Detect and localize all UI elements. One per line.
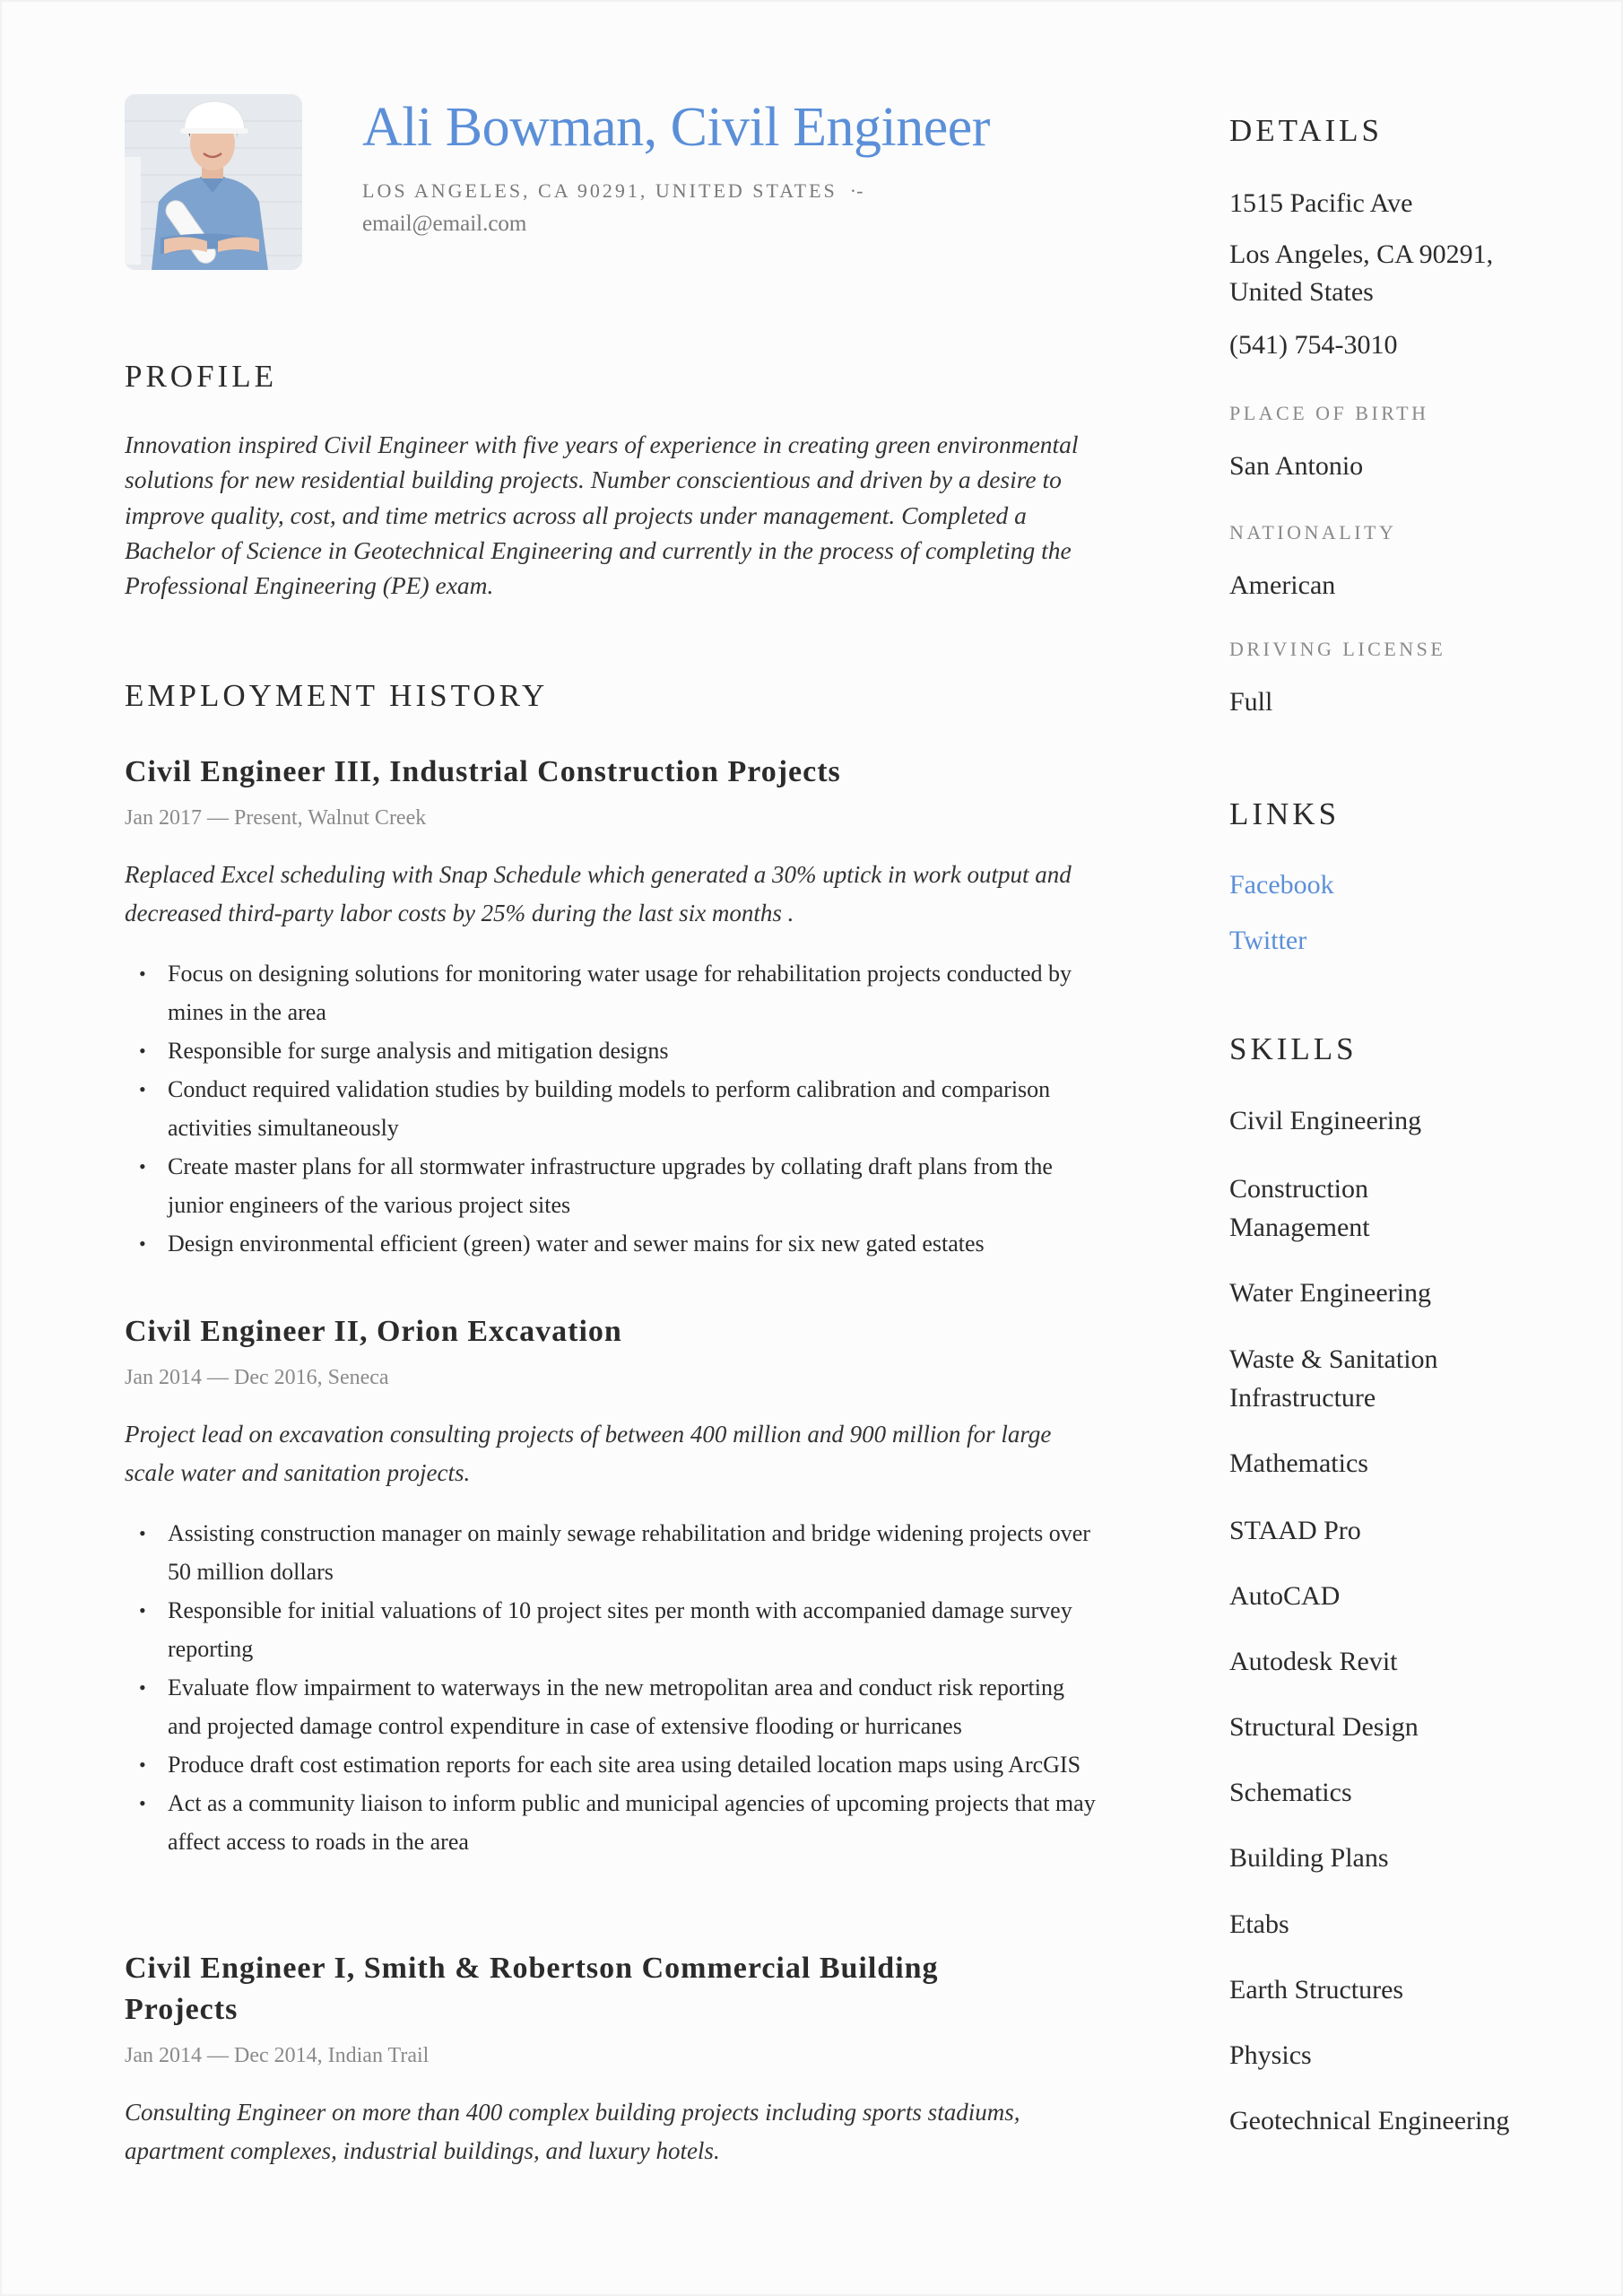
skills-heading: SKILLS	[1229, 1031, 1358, 1066]
employment-history-heading: EMPLOYMENT HISTORY	[125, 678, 549, 713]
skill-item: Structural Design	[1229, 1712, 1419, 1742]
links-heading: LINKS	[1229, 796, 1341, 831]
skill-item: Construction Management	[1229, 1174, 1370, 1242]
skill-item: Civil Engineering	[1229, 1106, 1422, 1135]
job-date-location: Jan 2014 — Dec 2014, Indian Trail	[125, 2044, 430, 2067]
details-heading: DETAILS	[1229, 113, 1384, 148]
bullet-icon: •	[139, 1078, 146, 1100]
bullet-icon: •	[139, 1155, 146, 1178]
bullet-icon: •	[139, 962, 146, 985]
job-responsibilities-list	[125, 1514, 1102, 1861]
contact-separator: ·-	[849, 179, 864, 202]
bullet-text: Responsible for surge analysis and mitigation designs	[168, 1038, 669, 1064]
job-entry	[125, 1948, 1021, 2170]
skill-item: Waste & Sanitation Infrastructure	[1229, 1344, 1438, 1413]
skill-item: Schematics	[1229, 1778, 1352, 1807]
skill-item: Earth Structures	[1229, 1975, 1404, 2005]
list-item	[125, 1031, 1102, 1070]
list-item	[125, 1514, 1102, 1591]
job-date-location: Jan 2017 — Present, Walnut Creek	[125, 806, 427, 830]
email-link[interactable]: email@email.com	[362, 212, 527, 236]
profile-photo	[125, 94, 302, 270]
profile-summary: Innovation inspired Civil Engineer with five years of experience in creating green environmental solutions for new residential building projects. Number conscientious and driven by a desire to improve quality, cost, and time metrics across all projects under management. Completed a Bachelor of Science in Geotechnical Engineering and currently in the process of completing the Professional Engineering (PE) exam.	[125, 430, 1079, 600]
bullet-text: Produce draft cost estimation reports for each site area using detailed location maps using ArcGIS	[168, 1752, 1081, 1778]
address-line-1: 1515 Pacific Ave	[1229, 188, 1413, 218]
nationality-value: American	[1229, 570, 1336, 600]
candidate-name-title: Ali Bowman, Civil Engineer	[362, 97, 990, 158]
bullet-text: Conduct required validation studies by building models to perform calibration and comparison activities simultaneously	[168, 1076, 1051, 1141]
list-item	[125, 1591, 1102, 1668]
job-date-location: Jan 2014 — Dec 2016, Seneca	[125, 1366, 389, 1389]
phone-number: (541) 754-3010	[1229, 330, 1398, 360]
bullet-icon: •	[139, 1522, 146, 1544]
skill-item: Physics	[1229, 2040, 1312, 2070]
list-item	[125, 1224, 1102, 1263]
skill-item: Etabs	[1229, 1909, 1289, 1939]
bullet-text: Create master plans for all stormwater infrastructure upgrades by collating draft plans from the junior engineers of the various project sites	[168, 1153, 1053, 1218]
bullet-text: Responsible for initial valuations of 10 project sites per month with accompanied damage survey reporting	[168, 1597, 1072, 1662]
bullet-text: Focus on designing solutions for monitoring water usage for rehabilitation projects conducted by mines in the area	[168, 961, 1072, 1025]
driving-license-label: DRIVING LICENSE	[1229, 638, 1446, 660]
job-summary: Replaced Excel scheduling with Snap Schedule which generated a 30% uptick in work output and decreased third-party labor costs by 25% during the last six months .	[125, 861, 1072, 926]
job-summary: Project lead on excavation consulting projects of between 400 million and 900 million for large scale water and sanitation projects.	[125, 1421, 1052, 1486]
place-of-birth-label: PLACE OF BIRTH	[1229, 402, 1429, 424]
place-of-birth-value: San Antonio	[1229, 451, 1364, 481]
job-responsibilities-list	[125, 954, 1102, 1263]
address-line-2: Los Angeles, CA 90291, United States	[1229, 239, 1494, 307]
skill-item: Mathematics	[1229, 1448, 1368, 1478]
profile-heading: PROFILE	[125, 359, 277, 394]
bullet-text: Assisting construction manager on mainly sewage rehabilitation and bridge widening projects over 50 million dollars	[168, 1520, 1090, 1585]
job-entry	[125, 752, 1102, 1263]
facebook-link[interactable]: Facebook	[1229, 870, 1334, 900]
list-item	[125, 1070, 1102, 1147]
bullet-icon: •	[139, 1792, 146, 1814]
nationality-label: NATIONALITY	[1229, 521, 1397, 544]
list-item	[125, 954, 1102, 1031]
skill-item: Geotechnical Engineering	[1229, 2106, 1510, 2135]
twitter-link[interactable]: Twitter	[1229, 926, 1307, 955]
location-text: LOS ANGELES, CA 90291, UNITED STATES	[362, 179, 838, 202]
skill-item: Building Plans	[1229, 1843, 1389, 1873]
bullet-text: Act as a community liaison to inform public and municipal agencies of upcoming projects that may affect access to roads in the area	[168, 1790, 1096, 1855]
list-item	[125, 1668, 1102, 1745]
bullet-icon: •	[139, 1753, 146, 1776]
skill-item: STAAD Pro	[1229, 1516, 1361, 1545]
contact-location	[362, 178, 863, 204]
job-title: Civil Engineer III, Industrial Construction Projects	[125, 755, 841, 788]
job-summary: Consulting Engineer on more than 400 complex building projects including sports stadiums, apartment complexes, industrial buildings, and luxury hotels.	[125, 2099, 1020, 2164]
bullet-icon: •	[139, 1232, 146, 1255]
job-title: Civil Engineer I, Smith & Robertson Commercial Building Projects	[125, 1952, 939, 2026]
bullet-icon: •	[139, 1039, 146, 1062]
bullet-icon: •	[139, 1676, 146, 1699]
bullet-text: Design environmental efficient (green) water and sewer mains for six new gated estates	[168, 1231, 985, 1257]
skill-item: Autodesk Revit	[1229, 1647, 1398, 1676]
bullet-text: Evaluate flow impairment to waterways in the new metropolitan area and conduct risk reporting and projected damage control expenditure in case of extensive flooding or hurricanes	[168, 1674, 1064, 1739]
driving-license-value: Full	[1229, 687, 1273, 717]
list-item	[125, 1147, 1102, 1224]
list-item	[125, 1745, 1102, 1784]
bullet-icon: •	[139, 1599, 146, 1622]
skill-item: AutoCAD	[1229, 1581, 1341, 1611]
skill-item: Water Engineering	[1229, 1278, 1431, 1308]
person-photo-icon	[125, 94, 302, 270]
job-title: Civil Engineer II, Orion Excavation	[125, 1315, 622, 1348]
list-item	[125, 1784, 1102, 1861]
job-entry	[125, 1311, 1102, 1861]
